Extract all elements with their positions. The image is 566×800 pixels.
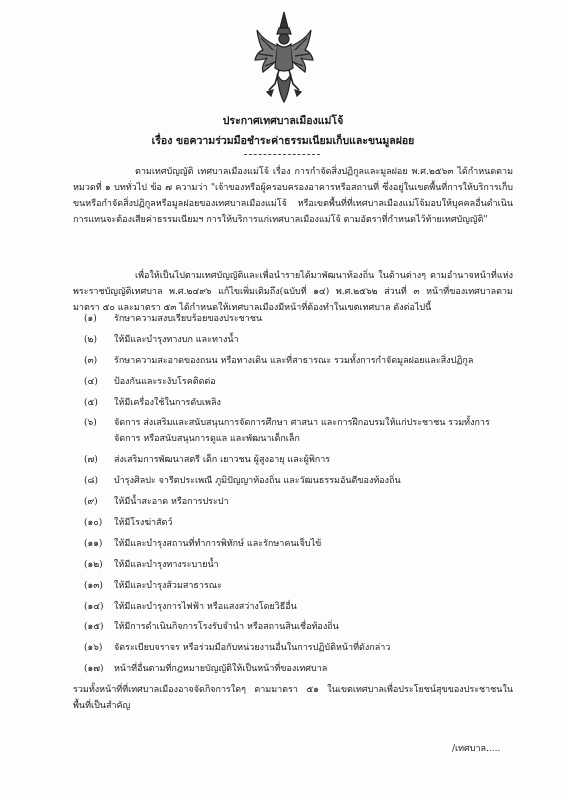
item-text: ให้มีและบำรุงการไฟฟ้า หรือแสงสว่างโดยวิธีอื่น: [114, 601, 297, 612]
item-number: (๗): [84, 455, 98, 466]
duties-list: [84, 311, 504, 682]
item-number: (๑๔): [84, 601, 104, 612]
item-number: (๑๑): [84, 538, 103, 549]
item-text: ให้มีน้ำสะอาด หรือการประปา: [114, 497, 229, 508]
paragraph-3: รวมทั้งหน้าที่ที่เทศบาลเมืองอาจจัดกิจการใดๆ ตามมาตรา ๕๑ ในเขตเทศบาลเพื่อประโยชน์สุขของประชาชนในพื้นที่เป็นสำคัญ: [73, 685, 513, 711]
list-item: [84, 353, 504, 369]
item-number: (๘): [84, 476, 98, 487]
list-item: [84, 557, 504, 573]
item-text: ป้องกันและระงับโรคติดต่อ: [114, 376, 216, 387]
item-text: ส่งเสริมการพัฒนาสตรี เด็ก เยาวชน ผู้สูงอายุ และผู้พิการ: [114, 455, 331, 466]
list-item: [84, 515, 504, 531]
list-item: [84, 536, 504, 552]
list-item: [84, 311, 504, 327]
list-item: [84, 332, 504, 348]
list-item: [84, 374, 504, 390]
item-number: (๔): [84, 376, 98, 387]
item-number: (๓): [84, 355, 98, 366]
document-subject: เรื่อง ขอความร่วมมือชำระค่าธรรมเนียมเก็บและขนมูลฝอย: [151, 135, 415, 147]
item-text: รักษาความสงบเรียบร้อยของประชาชน: [114, 314, 263, 324]
list-item: [84, 395, 504, 411]
list-item: [84, 452, 504, 468]
continuation-marker: /เทศบาล.....: [452, 744, 501, 754]
list-item: [84, 640, 504, 656]
paragraph-1: ตามเทศบัญญัติ เทศบาลเมืองแม่โจ้ เรื่อง การกำจัดสิ่งปฏิกูลและมูลฝอย พ.ศ.๒๕๖๓ ได้กำหนดตามหมวดที่ ๑ บททั่วไป ข้อ ๗ ความว่า "เจ้าของหรือผู้ครอบครองอาคารหรือสถานที่ ซึ่งอยู่ในเขตพื้นที่การให้บริการเก็บ ขนหรือกำจัดสิ่งปฏิกูลหรือมูลฝอยของเทศบาลเมืองแม่โจ้ หรือเขตพื้นที่ที่เทศบาลเมืองแม่โจ้มอบให้บุคคลอื่นดำเนินการแทนจะต้องเสียค่าธรรมเนียมฯ การให้บริการแก่เทศบาลเมืองแม่โจ้ ตามอัตราที่กำหนดไว้ท้ายเทศบัญญัติ": [73, 167, 513, 225]
list-item: [84, 494, 504, 510]
item-text: ให้มีเครื่องใช้ในการดับเพลิง: [114, 397, 221, 408]
item-number: (๑๒): [84, 559, 103, 570]
item-number: (๑๐): [84, 518, 103, 529]
item-text: ให้มีและบำรุงทางบก และทางน้ำ: [114, 334, 239, 345]
item-number: (๕): [84, 397, 98, 408]
item-text: ให้มีและบำรุงส้วมสาธารณะ: [114, 580, 222, 591]
garuda-emblem-icon: [253, 10, 315, 106]
list-item: [84, 661, 504, 677]
item-text: จัดระเบียบจราจร หรือร่วมมือกับหน่วยงานอื่นในการปฏิบัติหน้าที่ดังกล่าว: [114, 643, 391, 654]
item-text: หน้าที่อื่นตามที่กฎหมายบัญญัติให้เป็นหน้าที่ของเทศบาล: [114, 664, 328, 675]
item-number: (๖): [84, 418, 97, 429]
item-text: จัดการ ส่งเสริมและสนับสนุนการจัดการศึกษา ศาสนา และการฝึกอบรมให้แก่ประชาชน รวมทั้งการจัดการ หรือสนับสนุนการดูแล และพัฒนาเด็กเล็ก: [114, 418, 490, 445]
list-item: [84, 473, 504, 489]
item-number: (๙): [84, 497, 98, 508]
item-text: ให้มีและบำรุงทางระบายน้ำ: [114, 559, 219, 570]
list-item: [84, 599, 504, 615]
item-text: บำรุงศิลปะ จารีตประเพณี ภูมิปัญญาท้องถิ่น และวัฒนธรรมอันดีของท้องถิ่น: [114, 476, 401, 487]
list-item: [84, 415, 504, 447]
item-number: (๒): [84, 334, 97, 345]
item-number: (๑๗): [84, 664, 104, 675]
item-text: รักษาความสะอาดของถนน หรือทางเดิน และที่สาธารณะ รวมทั้งการกำจัดมูลฝอยและสิ่งปฏิกูล: [114, 355, 474, 366]
paragraph-2: เพื่อให้เป็นไปตามเทศบัญญัติและเพื่อนำรายได้มาพัฒนาท้องถิ่น ในด้านต่างๆ ตามอำนาจหน้าที่แห่งพระราชบัญญัติเทศบาล พ.ศ.๒๔๙๖ แก้ไขเพิ่มเติมถึง(ฉบับที่ ๑๔) พ.ศ.๒๕๖๒ ส่วนที่ ๓ หน้าที่ของเทศบาลตามมาตรา ๕๐ และมาตรา ๕๓ ได้กำหนดให้เทศบาลเมืองมีหน้าที่ต้องทำในเขตเทศบาล ดังต่อไปนี้: [73, 271, 513, 313]
title-divider: [244, 154, 320, 155]
item-text: ให้มีและบำรุงสถานที่ทำการพิทักษ์ และรักษาคนเจ็บไข้: [114, 538, 322, 549]
item-number: (๑): [84, 314, 97, 324]
item-text: ให้มีโรงฆ่าสัตว์: [114, 518, 173, 529]
item-number: (๑๕): [84, 622, 104, 633]
item-number: (๑๓): [84, 580, 103, 591]
list-item: [84, 619, 504, 635]
document-title: ประกาศเทศบาลเมืองแม่โจ้: [222, 115, 344, 127]
item-text: ให้มีการดำเนินกิจการโรงรับจำนำ หรือสถานสินเชื่อท้องถิ่น: [114, 622, 339, 633]
list-item: [84, 578, 504, 594]
item-number: (๑๖): [84, 643, 103, 654]
